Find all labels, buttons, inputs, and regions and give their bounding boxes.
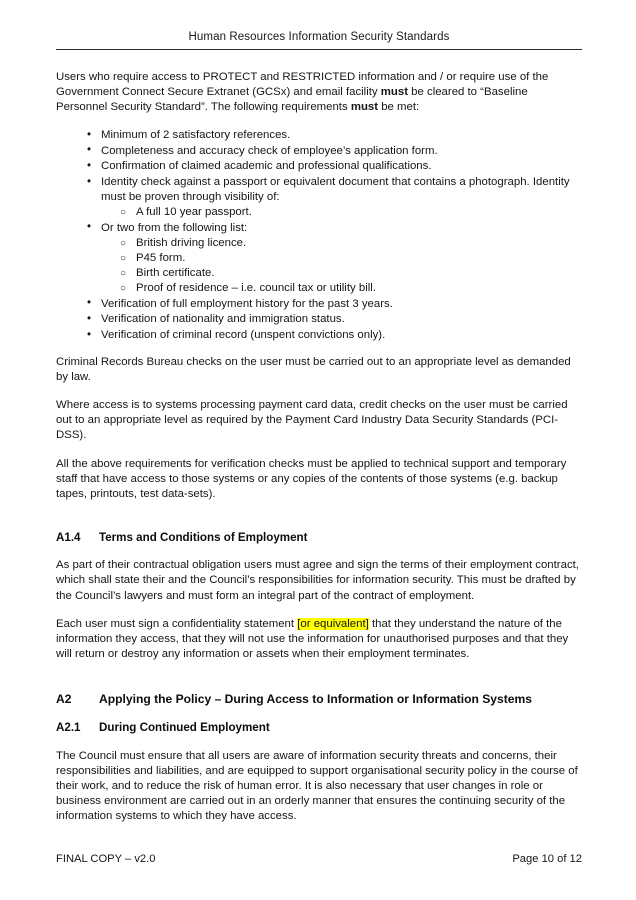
sub-list-item [101, 266, 582, 281]
bullet-icon: • [87, 175, 92, 188]
heading-title: Terms and Conditions of Employment [99, 530, 308, 544]
sub-list [101, 236, 582, 296]
circle-bullet-icon: ○ [120, 268, 127, 280]
list-item [56, 297, 582, 312]
confidentiality-text-part2: that they understand the nature of the information they access, that they will not use the information for unauthorised purposes and that they will return or destroy any information or assets when their employment terminates. [56, 617, 569, 660]
spacer [56, 515, 582, 530]
list-item [56, 221, 582, 296]
list-item [56, 144, 582, 159]
bullet-icon: • [87, 221, 92, 234]
circle-bullet-icon: ○ [120, 253, 127, 265]
heading-title: Applying the Policy – During Access to Information or Information Systems [99, 691, 532, 706]
list-item-text: Or two from the following list: [101, 221, 248, 234]
circle-bullet-icon: ○ [120, 207, 127, 219]
bullet-icon: • [87, 144, 92, 157]
document-body [56, 70, 582, 837]
circle-bullet-icon: ○ [120, 237, 127, 249]
header-rule [56, 49, 582, 50]
confidentiality-text-part1: Each user must sign a confidentiality statement [56, 617, 298, 630]
intro-text-part1: Users who require access to PROTECT and RESTRICTED information and / or require use of the Government Connect Secure Extranet (GCSx) and email facility [56, 71, 549, 99]
heading-a1-4 [56, 530, 582, 546]
list-item [56, 312, 582, 327]
footer-left-text: FINAL COPY – v2.0 [56, 853, 156, 865]
heading-a2 [56, 692, 582, 708]
bullet-icon: • [87, 297, 92, 310]
sub-list-item-text: British driving licence. [136, 236, 247, 249]
intro-bold-must-2: must [350, 101, 379, 114]
heading-a2-1 [56, 720, 582, 736]
intro-paragraph [56, 70, 582, 115]
circle-bullet-icon: ○ [120, 283, 127, 295]
paragraph-council-awareness: The Council must ensure that all users are aware of information security threats and concerns, their responsibilities and liabilities, and are equipped to support organisational security policy in the course of their work, and to reduce the risk of human error. It is also necessary that user changes in role or business environment are carried out in an orderly manner that ensures the continuing security of the information systems to which they have access. [56, 749, 578, 823]
paragraph-contract: As part of their contractual obligation users must agree and sign the terms of their employment contract, which shall state their and the Council’s responsibilities for information security. This must be drafted by the Council’s lawyers and must form an integral part of the contract of employment. [56, 559, 579, 602]
heading-title: During Continued Employment [99, 721, 270, 735]
list-item [56, 328, 582, 343]
list-item [56, 159, 582, 174]
sub-list-item-text: Proof of residence – i.e. council tax or utility bill. [136, 282, 376, 295]
header-title: Human Resources Information Security Standards [188, 31, 450, 43]
sub-list-item-text: Birth certificate. [136, 267, 215, 280]
spacer [56, 675, 582, 692]
sub-list-item-text: P45 form. [136, 252, 186, 265]
intro-text-part2: be cleared to “Baseline Personnel Security Standard”. The following requirements [56, 86, 528, 114]
list-item [56, 128, 582, 143]
paragraph-confidentiality [56, 617, 582, 662]
bullet-icon: • [87, 328, 92, 341]
sub-list-item [101, 236, 582, 251]
intro-bold-must-1: must [380, 86, 408, 99]
heading-number: A1.4 [56, 530, 81, 544]
page-header [56, 30, 582, 50]
sub-list-item [101, 281, 582, 296]
list-item-text: Verification of full employment history for the past 3 years. [101, 297, 393, 310]
paragraph-crb: Criminal Records Bureau checks on the user must be carried out to an appropriate level as demanded by law. [56, 356, 571, 384]
intro-text-part3: be met: [378, 101, 420, 114]
heading-number: A2.1 [56, 721, 81, 735]
paragraph-pci: Where access is to systems processing payment card data, credit checks on the user must be carried out to an appropriate level as required by the Payment Card Industry Data Security Standards (PCI-DSS). [56, 399, 568, 442]
list-item-text: Identity check against a passport or equivalent document that contains a photograph. Identity must be proven through visibility of: [101, 176, 570, 204]
heading-number: A2 [56, 691, 72, 706]
list-item-text: Verification of nationality and immigration status. [101, 313, 345, 326]
list-item-text: Confirmation of claimed academic and professional qualifications. [101, 160, 432, 173]
sub-list [101, 205, 582, 220]
paragraph-temporary-staff: All the above requirements for verification checks must be applied to technical support and temporary staff that have access to those systems or any copies of the contents of those systems (e.g. backup tapes, printouts, test data-sets). [56, 457, 567, 500]
bullet-icon: • [87, 128, 92, 141]
bullet-icon: • [87, 159, 92, 172]
list-item [56, 175, 582, 220]
list-item-text: Verification of criminal record (unspent convictions only). [101, 329, 386, 341]
bullet-icon: • [87, 312, 92, 325]
list-item-text: Completeness and accuracy check of employee’s application form. [101, 144, 438, 157]
requirements-list [56, 128, 582, 343]
footer-page-number: Page 10 of 12 [512, 853, 582, 865]
sub-list-item [101, 251, 582, 266]
sub-list-item [101, 205, 582, 220]
sub-list-item-text: A full 10 year passport. [136, 206, 252, 219]
highlighted-text-or-equivalent: [or equivalent] [297, 617, 369, 630]
page-footer [56, 852, 582, 867]
list-item-text: Minimum of 2 satisfactory references. [101, 129, 291, 142]
